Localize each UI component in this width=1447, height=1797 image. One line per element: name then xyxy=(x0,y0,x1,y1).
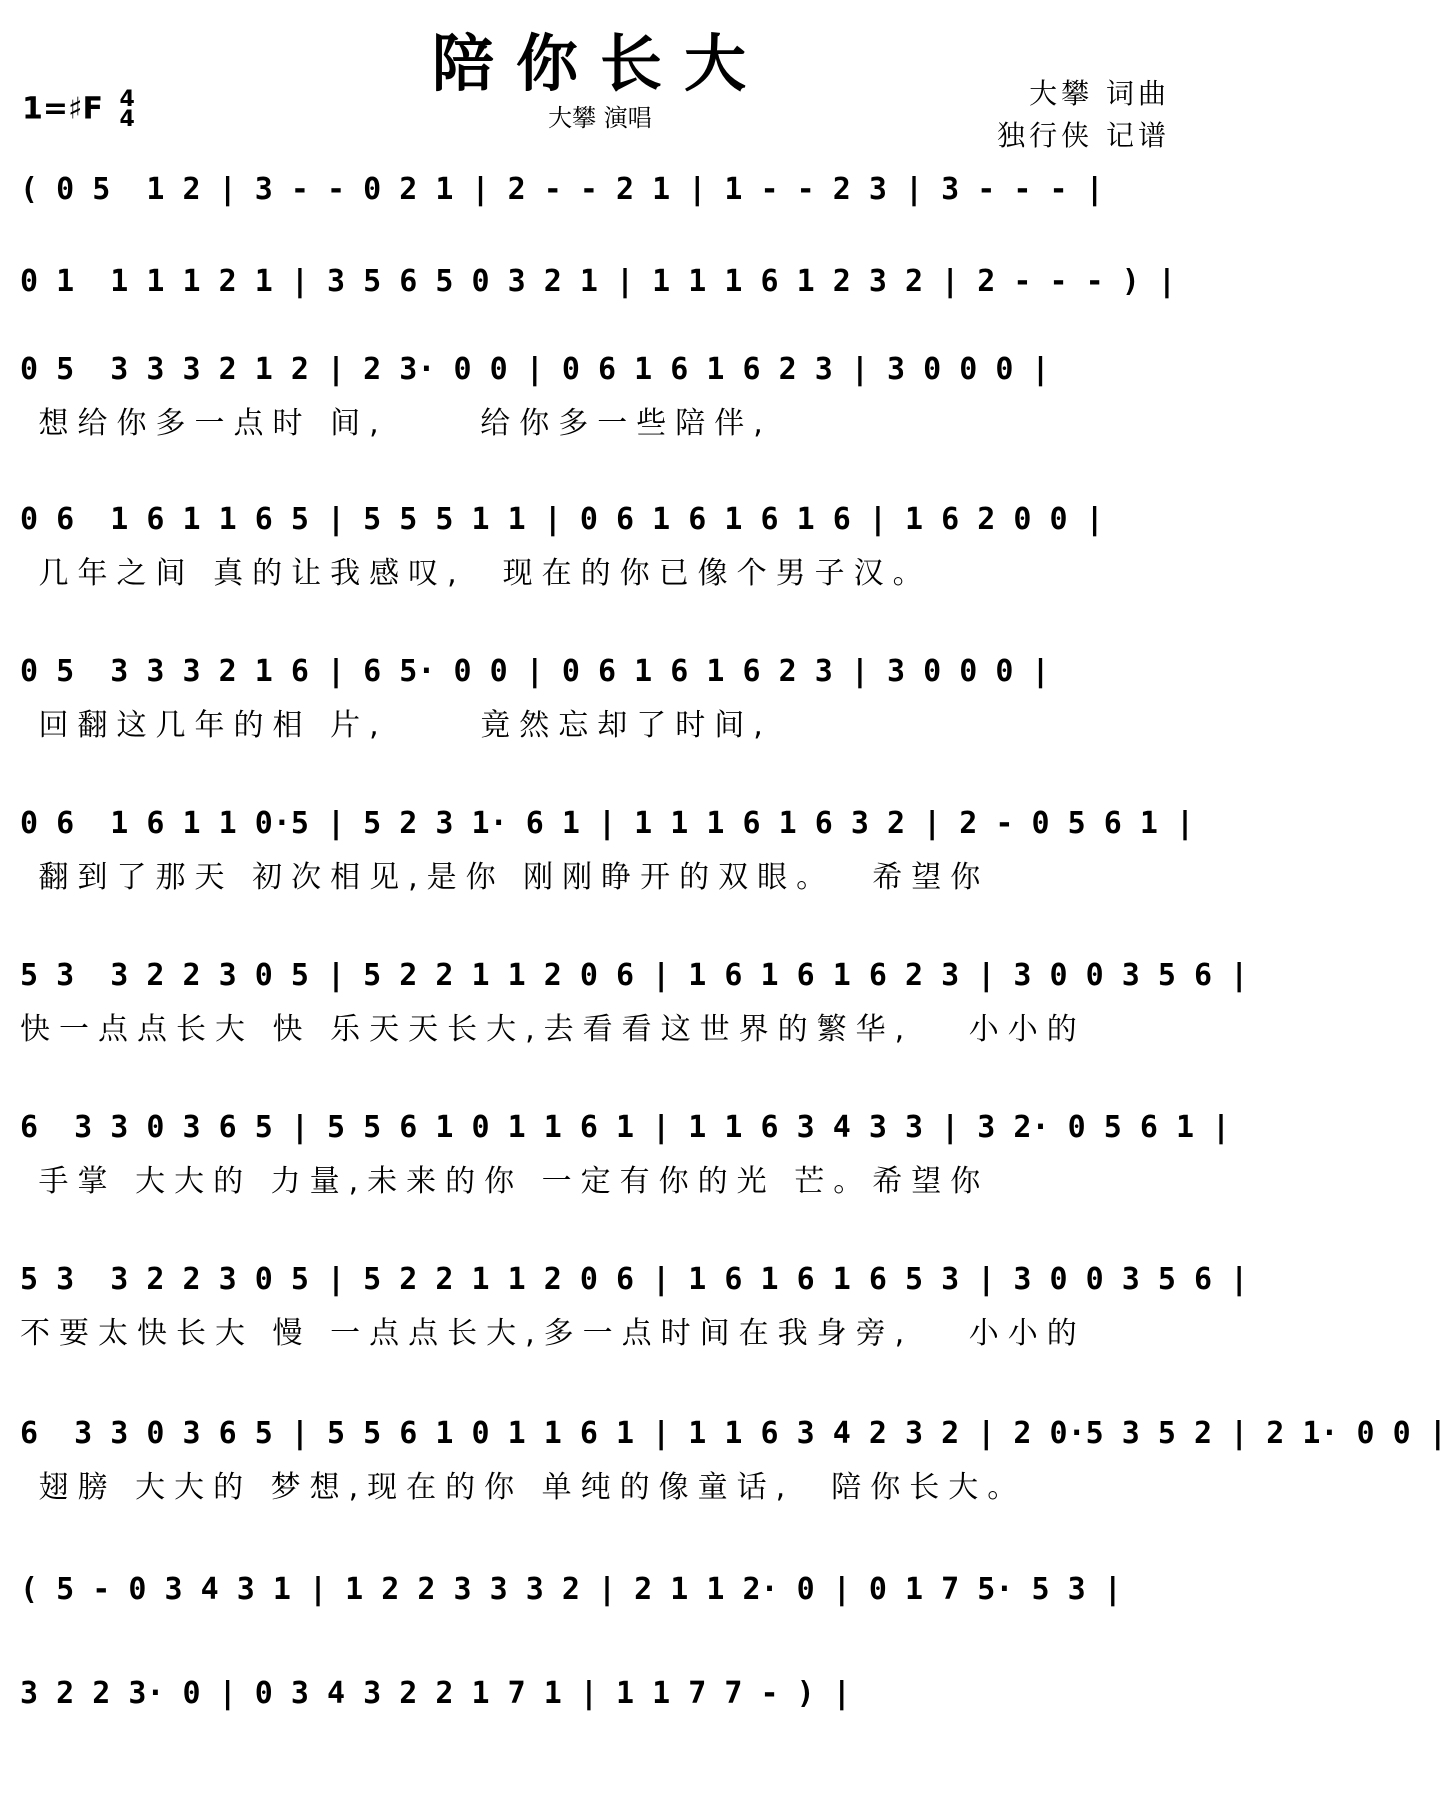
notation-line: 6 3 3 0 3 6 5 | 5 5 6 1 0 1 1 6 1 | 1 1 6 3 4 3 3 | 3 2· 0 5 6 1 | xyxy=(20,1110,1231,1145)
notation-line: ( 5 - 0 3 4 3 1 | 1 2 2 3 3 3 2 | 2 1 1 2· 0 | 0 1 7 5· 5 3 | xyxy=(20,1572,1122,1607)
notation-line: 0 5 3 3 3 2 1 2 | 2 3· 0 0 | 0 6 1 6 1 6 2 3 | 3 0 0 0 | xyxy=(20,352,1050,387)
notation-line: 5 3 3 2 2 3 0 5 | 5 2 2 1 1 2 0 6 | 1 6 1 6 1 6 2 3 | 3 0 0 3 5 6 | xyxy=(20,958,1249,993)
notation-line: 0 5 3 3 3 2 1 6 | 6 5· 0 0 | 0 6 1 6 1 6 2 3 | 3 0 0 0 | xyxy=(20,654,1050,689)
notation-line: 3 2 2 3· 0 | 0 3 4 3 2 2 1 7 1 | 1 1 7 7 - ) | xyxy=(20,1676,851,1711)
composer-credit: 大攀 词曲 xyxy=(1029,77,1170,110)
score-title: 陪你长大 xyxy=(431,27,768,100)
meter-bottom: 4 xyxy=(119,107,135,132)
notation-line: 6 3 3 0 3 6 5 | 5 5 6 1 0 1 1 6 1 | 1 1 6 3 4 2 3 2 | 2 0·5 3 5 2 | 2 1· 0 0 | xyxy=(20,1416,1447,1451)
notation-line: 5 3 3 2 2 3 0 5 | 5 2 2 1 1 2 0 6 | 1 6 1 6 1 6 5 3 | 3 0 0 3 5 6 | xyxy=(20,1262,1249,1297)
lyrics-line: 不要太快长大 慢 一点点长大,多一点时间在我身旁, 小小的 xyxy=(20,1316,1086,1351)
singer-credit: 大攀 演唱 xyxy=(548,104,652,132)
notation-line: ( 0 5 1 2 | 3 - - 0 2 1 | 2 - - 2 1 | 1 - - 2 3 | 3 - - - | xyxy=(20,172,1104,207)
notation-line: 0 1 1 1 1 2 1 | 3 5 6 5 0 3 2 1 | 1 1 1 6 1 2 3 2 | 2 - - - ) | xyxy=(20,264,1176,299)
key-label: 1=♯F xyxy=(22,91,104,127)
meter-top: 4 xyxy=(119,87,135,112)
transcriber-credit: 独行侠 记谱 xyxy=(997,119,1170,152)
notation-line: 0 6 1 6 1 1 6 5 | 5 5 5 1 1 | 0 6 1 6 1 6 1 6 | 1 6 2 0 0 | xyxy=(20,502,1104,537)
lyrics-line xyxy=(20,1722,1182,1766)
lyrics-line: 翅膀 大大的 梦想,现在的你 单纯的像童话, 陪你长大。 xyxy=(20,1470,1027,1505)
lyrics-line: 想给你多一点时 间, 给你多一些陪伴, xyxy=(20,406,772,441)
lyrics-line xyxy=(20,1618,1182,1662)
lyrics-line: 回翻这几年的相 片, 竟然忘却了时间, xyxy=(20,708,772,743)
notation-line: 0 6 1 6 1 1 0·5 | 5 2 3 1· 6 1 | 1 1 1 6 1 6 3 2 | 2 - 0 5 6 1 | xyxy=(20,806,1194,841)
lyrics-line: 翻到了那天 初次相见,是你 刚刚睁开的双眼。 希望你 xyxy=(20,860,990,895)
lyrics-line: 手掌 大大的 力量,未来的你 一定有你的光 芒。希望你 xyxy=(20,1164,990,1199)
lyrics-line: 快一点点长大 快 乐天天长大,去看看这世界的繁华, 小小的 xyxy=(20,1012,1086,1047)
lyrics-line: 几年之间 真的让我感叹, 现在的你已像个男子汉。 xyxy=(20,556,932,591)
